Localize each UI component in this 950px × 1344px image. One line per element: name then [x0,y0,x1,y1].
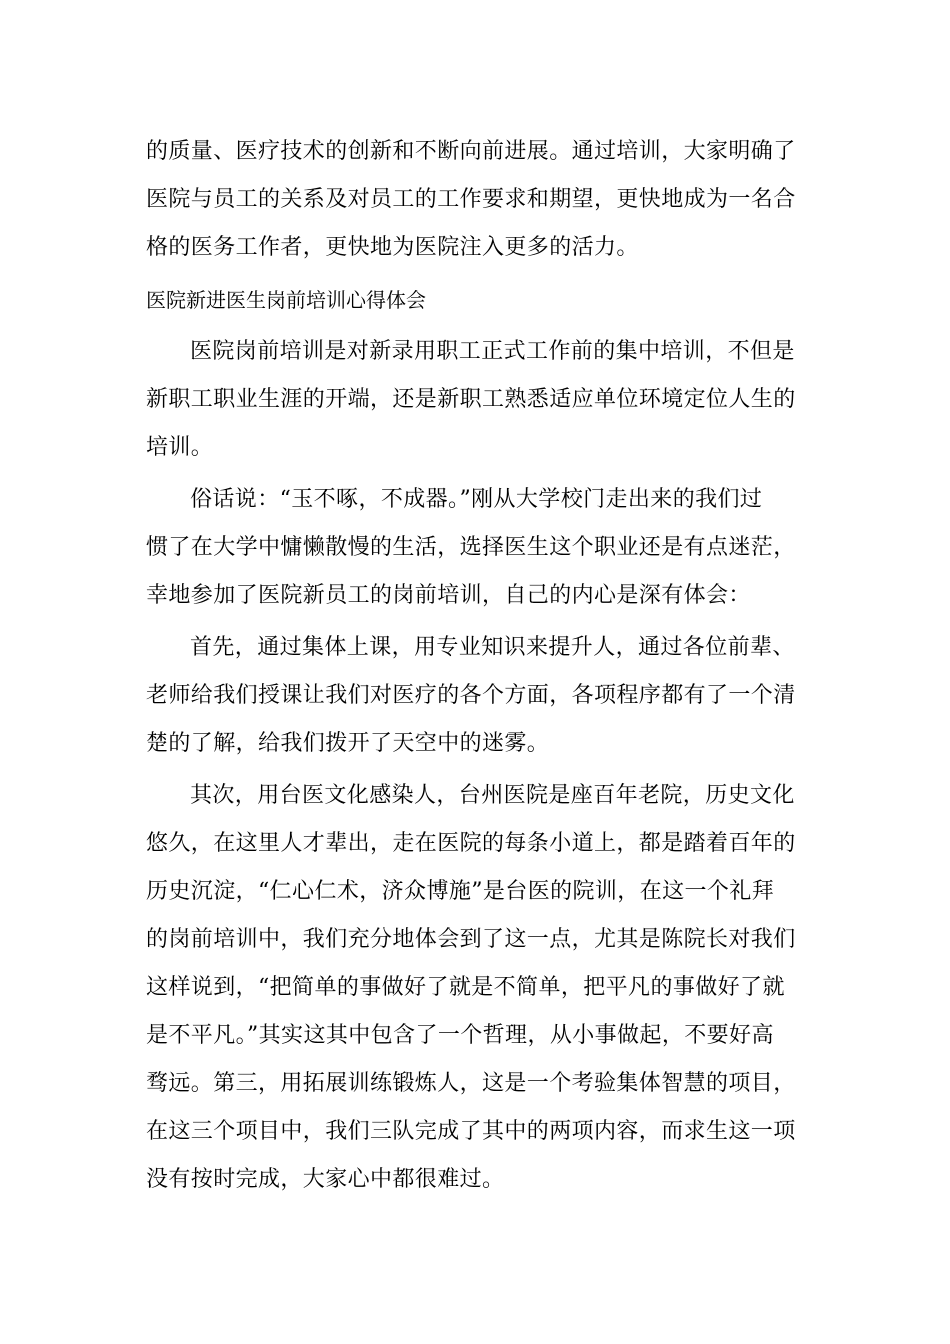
text-line: 的岗前培训中，我们充分地体会到了这一点，尤其是陈院长对我们 [146,927,796,952]
text-line: 幸地参加了医院新员工的岗前培训，自己的内心是深有体会： [146,583,751,608]
text-line: 新职工职业生涯的开端，还是新职工熟悉适应单位环境定位人生的 [146,387,796,412]
text-line: 首先，通过集体上课，用专业知识来提升人，通过各位前辈、 [190,635,795,660]
text-line: 医院与员工的关系及对员工的工作要求和期望，更快地成为一名合 [146,187,796,212]
text-line: 骛远。第三，用拓展训练锻炼人，这是一个考验集体智慧的项目， [146,1071,796,1096]
text-line: 在这三个项目中，我们三队完成了其中的两项内容，而求生这一项 [146,1119,796,1144]
text-line: 俗话说：“玉不啄，不成器。”刚从大学校门走出来的我们过 [190,487,763,512]
text-line: 的质量、医疗技术的创新和不断向前进展。通过培训，大家明确了 [146,139,796,164]
text-line: 这样说到，“把简单的事做好了就是不简单，把平凡的事做好了就 [146,975,785,1000]
text-line: 没有按时完成，大家心中都很难过。 [146,1167,505,1192]
section-title: 医院新进医生岗前培训心得体会 [146,288,426,312]
text-line: 格的医务工作者，更快地为医院注入更多的活力。 [146,235,639,260]
text-line: 楚的了解，给我们拨开了天空中的迷雾。 [146,731,550,756]
text-line: 是不平凡。”其实这其中包含了一个哲理，从小事做起，不要好高 [146,1023,774,1048]
text-line: 其次，用台医文化感染人，台州医院是座百年老院，历史文化 [190,783,795,808]
text-line: 医院岗前培训是对新录用职工正式工作前的集中培训，不但是 [190,339,795,364]
text-line: 培训。 [146,435,214,460]
text-line: 老师给我们授课让我们对医疗的各个方面，各项程序都有了一个清 [146,683,796,708]
text-line: 惯了在大学中慵懒散慢的生活，选择医生这个职业还是有点迷茫， [146,535,796,560]
text-line: 悠久，在这里人才辈出，走在医院的每条小道上，都是踏着百年的 [146,831,796,856]
text-line: 历史沉淀，“仁心仁术，济众博施”是台医的院训，在这一个礼拜 [146,879,775,904]
